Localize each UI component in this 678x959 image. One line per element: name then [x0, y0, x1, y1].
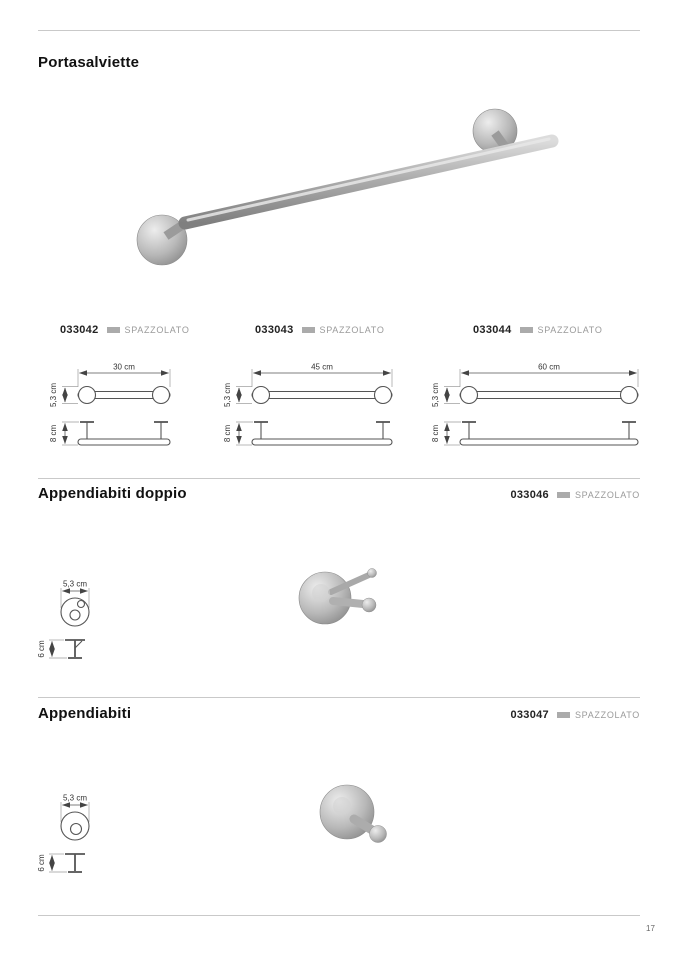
dim-depth-label: 8 cm — [431, 424, 440, 443]
main-hook-arm — [333, 601, 363, 604]
double-hook-photo — [283, 558, 413, 648]
product-code: 033042 — [60, 324, 99, 336]
towel-bar-drawing-60cm — [430, 360, 656, 466]
product-spec-033042 — [60, 324, 190, 336]
dim-width-label: 60 cm — [538, 362, 560, 372]
finish-label: SPAZZOLATO — [537, 325, 603, 335]
finish-label: SPAZZOLATO — [319, 325, 385, 335]
product-code: 033043 — [255, 324, 294, 336]
single-hook-photo — [300, 774, 410, 864]
dim-height-label: 5,3 cm — [49, 382, 58, 408]
dim-width-label: 45 cm — [311, 362, 333, 372]
hook-knob — [370, 826, 387, 843]
bottom-divider — [38, 915, 640, 916]
finish-swatch-icon — [557, 712, 570, 718]
product-spec-033043 — [255, 324, 385, 336]
dim-width-label: 5,3 cm — [62, 793, 88, 803]
product-code: 033047 — [510, 709, 549, 721]
product-code: 033046 — [510, 489, 549, 501]
product-code: 033044 — [473, 324, 512, 336]
dim-width-label: 30 cm — [113, 362, 135, 372]
finish-label: SPAZZOLATO — [124, 325, 190, 335]
section-title-portasalviette: Portasalviette — [38, 54, 140, 71]
page-number: 17 — [646, 924, 655, 933]
product-spec-033044 — [473, 324, 603, 336]
finish-swatch-icon — [557, 492, 570, 498]
section-title-appendiabiti: Appendiabiti — [38, 705, 132, 722]
section-header-appendiabiti-doppio — [38, 485, 640, 502]
section-title-appendiabiti-doppio: Appendiabiti doppio — [38, 485, 187, 502]
rose-highlight — [333, 797, 351, 815]
finish-swatch-icon — [520, 327, 533, 333]
dim-depth-label: 8 cm — [223, 424, 232, 443]
rose-highlight — [312, 584, 330, 602]
bar-highlight — [188, 139, 549, 220]
product-spec-033047 — [510, 709, 640, 721]
upper-hook-knob — [368, 569, 377, 578]
dim-height-label: 5,3 cm — [223, 382, 232, 408]
towel-bar-drawing-45cm — [222, 360, 410, 466]
dim-depth-label: 8 cm — [49, 424, 58, 443]
section-divider — [38, 697, 640, 698]
double-hook-drawing — [35, 578, 115, 678]
finish-label: SPAZZOLATO — [574, 490, 640, 500]
finish-label: SPAZZOLATO — [574, 710, 640, 720]
top-divider — [38, 30, 640, 31]
dim-height-label: 5,3 cm — [431, 382, 440, 408]
finish-swatch-icon — [302, 327, 315, 333]
dim-depth-label: 6 cm — [37, 854, 46, 872]
single-hook-drawing — [35, 792, 115, 892]
dim-depth-label: 6 cm — [37, 640, 46, 658]
main-hook-knob — [362, 598, 376, 612]
section-divider — [38, 478, 640, 479]
towel-bar-photo — [100, 98, 580, 273]
dim-width-label: 5,3 cm — [62, 579, 88, 589]
finish-swatch-icon — [107, 327, 120, 333]
towel-bar — [185, 141, 552, 223]
section-header-appendiabiti — [38, 705, 640, 722]
towel-bar-drawing-30cm — [48, 360, 188, 466]
product-spec-033046 — [510, 489, 640, 501]
